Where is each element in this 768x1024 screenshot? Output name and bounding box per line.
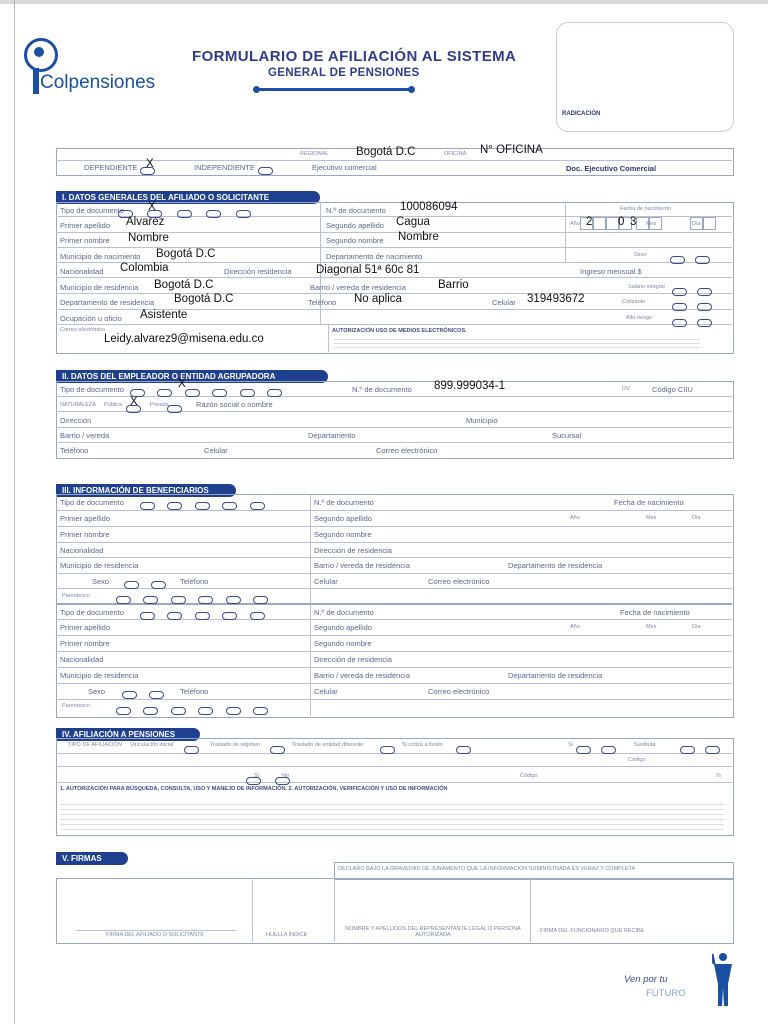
s1-tipo-doc-label: Tipo de documento bbox=[60, 206, 124, 215]
s2-direccion-label: Dirección bbox=[60, 416, 92, 425]
slogan-line-2: FUTURO bbox=[646, 988, 686, 999]
s3-b2-sexo-label: Sexo bbox=[88, 687, 106, 696]
s1-telefono-label: Teléfono bbox=[308, 298, 337, 307]
s1-segundo-nombre-label: Segundo nombre bbox=[326, 236, 384, 245]
s3-b2-depto-label: Departamento de residencia bbox=[508, 671, 603, 680]
s3-b1-celular-label: Celular bbox=[314, 577, 338, 586]
s1-ocupacion-label: Ocupación u oficio bbox=[60, 314, 122, 323]
s1-nacionalidad-value[interactable]: Colombia bbox=[120, 262, 169, 274]
s4-traslado-label: Traslado de régimen bbox=[210, 742, 261, 748]
section-1-title: I. DATOS GENERALES DEL AFILIADO O SOLICITANTE bbox=[56, 191, 320, 204]
s3-b1-anio-label: Año bbox=[570, 515, 580, 521]
s1-mun-res-value[interactable]: Bogotá D.C bbox=[154, 279, 214, 291]
s1-sexo-label: Sexo bbox=[634, 252, 647, 258]
independiente-label: INDEPENDIENTE bbox=[194, 163, 255, 172]
s4-autorizacion-text: 1. AUTORIZACIÓN PARA BÚSQUEDA, CONSULTA, USO Y MANEJO DE INFORMACIÓN. 2. AUTORIZACIÓN, VERIFICACIÓN Y USO DE INFORMACIÓN bbox=[60, 786, 448, 792]
s3-b2-tipo-doc-options[interactable] bbox=[140, 607, 265, 625]
s1-telefono-value[interactable]: No aplica bbox=[354, 293, 402, 305]
s3-b2-mes-label: Mes bbox=[646, 624, 657, 630]
s1-primer-apellido-value[interactable]: Alvarez bbox=[126, 216, 165, 228]
s5-firma-funcionario-label: FIRMA DEL FUNCIONARIO QUE RECIBE bbox=[540, 928, 645, 934]
s1-nacionalidad-label: Nacionalidad bbox=[60, 267, 104, 276]
s3-b1-tipo-doc-options[interactable] bbox=[140, 497, 265, 515]
s4-traslado-option[interactable] bbox=[270, 741, 285, 759]
s3-b2-barrio-label: Barrio / vereda de residencia bbox=[314, 671, 410, 680]
s3-b1-parentesco-label: Parentesco bbox=[62, 593, 90, 599]
s3-b2-anio-label: Año bbox=[570, 624, 580, 630]
s1-fecha-nac-label: Fecha de nacimiento bbox=[620, 206, 672, 212]
s3-b1-correo-label: Correo electrónico bbox=[428, 577, 490, 586]
s3-b2-telefono-label: Teléfono bbox=[180, 687, 209, 696]
form-subtitle: GENERAL DE PENSIONES bbox=[268, 67, 420, 79]
s1-autorizacion-label: AUTORIZACIÓN USO DE MEDIOS ELECTRÓNICOS. bbox=[332, 328, 467, 334]
s1-mun-nac-label: Municipio de nacimiento bbox=[60, 252, 141, 261]
s1-celular-value[interactable]: 319493672 bbox=[527, 293, 585, 305]
s1-alto-riesgo-label: Alto riesgo bbox=[626, 315, 652, 321]
s3-b2-correo-label: Correo electrónico bbox=[428, 687, 490, 696]
s1-depto-res-label: Departamento de residencia bbox=[60, 298, 155, 307]
section-5-title: V. FIRMAS bbox=[56, 852, 128, 865]
s3-b2-celular-label: Celular bbox=[314, 687, 338, 696]
s1-salario-label: Salario integral bbox=[628, 284, 665, 290]
s3-b1-depto-label: Departamento de residencia bbox=[508, 561, 603, 570]
s2-naturaleza-label: NATURALEZA bbox=[60, 402, 96, 408]
s2-tipo-doc-mark: X bbox=[178, 378, 186, 390]
independiente-checkbox[interactable] bbox=[258, 162, 273, 180]
s2-razon-label: Razón social o nombre bbox=[196, 400, 273, 409]
s1-anio-label: Año bbox=[570, 221, 580, 227]
s2-publica-label: Pública bbox=[104, 402, 123, 408]
s2-municipio-label: Municipio bbox=[466, 416, 498, 425]
s3-b1-segundo-apellido-label: Segundo apellido bbox=[314, 514, 372, 523]
s3-b1-primer-nombre-label: Primer nombre bbox=[60, 530, 110, 539]
s5-declaracion: DECLARO BAJO LA GRAVEDAD DE JURAMENTO QUE LA INFORMACIÓN SUMINISTRADA ES VERAZ Y COMPLETA bbox=[338, 866, 636, 872]
s1-mes-value-2: 3 bbox=[630, 216, 637, 228]
s1-autorizacion-text-block bbox=[334, 336, 700, 348]
s4-autorizacion-body bbox=[60, 800, 724, 830]
radicacion-label: RADICACIÓN bbox=[562, 111, 601, 117]
s1-correo-value[interactable]: Leidy.alvarez9@misena.edu.co bbox=[104, 333, 264, 345]
s1-alto-riesgo-options[interactable] bbox=[672, 314, 712, 332]
s2-num-doc-label: N.º de documento bbox=[352, 385, 412, 394]
s1-cotizante-label: Cotizante bbox=[622, 299, 646, 305]
s4-no-label-2: No bbox=[282, 773, 290, 779]
s4-sustituta-options[interactable] bbox=[680, 741, 720, 759]
s4-traslado-otra-option[interactable] bbox=[380, 741, 395, 759]
s3-b1-nacionalidad-label: Nacionalidad bbox=[60, 546, 104, 555]
s2-barrio-label: Barrio / vereda bbox=[60, 431, 110, 440]
s1-mun-res-label: Municipio de residencia bbox=[60, 283, 139, 292]
s2-num-doc-value[interactable]: 899.999034-1 bbox=[434, 380, 505, 392]
s3-b1-barrio-label: Barrio / vereda de residencia bbox=[314, 561, 410, 570]
dependiente-mark: X bbox=[146, 158, 154, 170]
brand-name: Colpensiones bbox=[40, 72, 156, 93]
s3-b2-segundo-nombre-label: Segundo nombre bbox=[314, 639, 372, 648]
s3-b2-primer-apellido-label: Primer apellido bbox=[60, 623, 111, 632]
s3-b2-municipio-label: Municipio de residencia bbox=[60, 671, 139, 680]
s3-b2-segundo-apellido-label: Segundo apellido bbox=[314, 623, 372, 632]
dependiente-label: DEPENDIENTE bbox=[84, 163, 138, 172]
section-4-title: IV. AFILIACIÓN A PENSIONES bbox=[56, 728, 200, 741]
header-divider bbox=[56, 160, 732, 161]
s1-depto-res-value[interactable]: Bogotá D.C bbox=[174, 293, 234, 305]
s3-b2-nacionalidad-label: Nacionalidad bbox=[60, 655, 104, 664]
s4-codigo-label-2: Código bbox=[520, 773, 538, 779]
regional-label: REGIONAL bbox=[300, 151, 329, 157]
s2-dv-label: DV bbox=[622, 386, 630, 392]
s3-b1-direccion-label: Dirección de residencia bbox=[314, 546, 392, 555]
s2-codigo-ciiu-label: Código CIIU bbox=[652, 385, 693, 394]
s1-anio-value: 2 bbox=[586, 216, 593, 228]
s4-pct-label: % bbox=[716, 773, 721, 779]
person-icon bbox=[712, 952, 734, 1008]
s3-b2-dia-label: Día bbox=[692, 624, 701, 630]
s1-sexo-options[interactable] bbox=[670, 251, 710, 269]
s1-mun-nac-value[interactable]: Bogotá D.C bbox=[156, 248, 216, 260]
form-title: FORMULARIO DE AFILIACIÓN AL SISTEMA bbox=[192, 48, 517, 65]
s3-b1-segundo-nombre-label: Segundo nombre bbox=[314, 530, 372, 539]
s1-barrio-label: Barrio / vereda de residencia bbox=[310, 283, 406, 292]
s4-traslado-otra-label: Traslado de entidad diferente bbox=[292, 742, 364, 748]
s1-ingreso-label: Ingreso mensual $ bbox=[580, 267, 642, 276]
s3-b2-tipo-doc-label: Tipo de documento bbox=[60, 608, 124, 617]
s1-primer-nombre-label: Primer nombre bbox=[60, 236, 110, 245]
s3-b1-tipo-doc-label: Tipo de documento bbox=[60, 498, 124, 507]
s3-b1-dia-label: Día bbox=[692, 515, 701, 521]
oficina-label: OFICINA bbox=[444, 151, 467, 157]
slogan-line-1: Ven por tu bbox=[624, 974, 668, 985]
s2-sucursal-label: Sucursal bbox=[552, 431, 582, 440]
s3-b1-primer-apellido-label: Primer apellido bbox=[60, 514, 111, 523]
s3-b1-telefono-label: Teléfono bbox=[180, 577, 209, 586]
s4-codigo-label: Código bbox=[628, 757, 646, 763]
s1-num-doc-label: N.º de documento bbox=[326, 206, 386, 215]
s1-num-doc-value[interactable]: 100086094 bbox=[400, 201, 458, 213]
s3-b1-num-doc-label: N.º de documento bbox=[314, 498, 374, 507]
s4-vinculacion-option[interactable] bbox=[184, 741, 199, 759]
s3-b2-parentesco-label: Parentesco bbox=[62, 703, 90, 709]
s5-huella-label: HUELLA ÍNDICE bbox=[266, 932, 308, 938]
s4-si-label: Si bbox=[568, 742, 573, 748]
s2-tipo-doc-label: Tipo de documento bbox=[60, 385, 124, 394]
s2-telefono-label: Teléfono bbox=[60, 446, 89, 455]
s4-si-cotiza-label: Si cotiza a fondo bbox=[402, 742, 443, 748]
section-3-title: III. INFORMACIÓN DE BENEFICIARIOS bbox=[56, 484, 236, 497]
section-2-title: II. DATOS DEL EMPLEADOR O ENTIDAD AGRUPADORA bbox=[56, 370, 328, 383]
s1-segundo-apellido-value[interactable]: Cagua bbox=[396, 216, 430, 228]
s3-b1-fecha-nac-label: Fecha de nacimiento bbox=[614, 498, 684, 507]
s5-firma-representante-label: NOMBRE Y APELLIDOS DEL REPRESENTANTE LEGAL O PERSONA AUTORIZADA bbox=[345, 926, 521, 938]
s1-primer-nombre-value[interactable]: Nombre bbox=[128, 232, 169, 244]
s1-direccion-label: Dirección residencia bbox=[224, 267, 292, 276]
s3-b1-sexo-label: Sexo bbox=[92, 577, 110, 586]
s3-b2-fecha-nac-label: Fecha de nacimiento bbox=[620, 608, 690, 617]
regional-value[interactable]: Bogotá D.C bbox=[356, 146, 416, 158]
s1-direccion-value[interactable]: Diagonal 51ª 60c 81 bbox=[316, 264, 420, 276]
logo-stem bbox=[33, 68, 39, 94]
s1-barrio-value[interactable]: Barrio bbox=[438, 279, 469, 291]
s1-tipo-doc-mark: X bbox=[148, 201, 156, 213]
s3-b2-num-doc-label: N.º de documento bbox=[314, 608, 374, 617]
s4-si-label-2: Si bbox=[254, 773, 259, 779]
s2-departamento-label: Departamento bbox=[308, 431, 356, 440]
s2-celular-label: Celular bbox=[204, 446, 228, 455]
oficina-value[interactable]: N° OFICINA bbox=[480, 144, 543, 156]
s2-privada-label: Privada bbox=[150, 402, 169, 408]
doc-ejecutivo-label: Doc. Ejecutivo Comercial bbox=[566, 164, 657, 173]
s4-vinculacion-label: Vinculación inicial bbox=[130, 742, 174, 748]
s4-sustituta-label: Sustituta bbox=[634, 742, 656, 748]
s1-mes-value-1: 0 bbox=[618, 216, 625, 228]
s4-si-cotiza-option[interactable] bbox=[456, 741, 471, 759]
s3-b1-mes-label: Mes bbox=[646, 515, 657, 521]
s5-firma-afiliado-label: FIRMA DEL AFILIADO O SOLICITANTE bbox=[106, 932, 205, 938]
s4-tipo-label: TIPO DE AFILIACIÓN bbox=[68, 742, 122, 748]
ejecutivo-label: Ejecutivo comercial bbox=[312, 163, 377, 172]
colpensiones-logo-icon bbox=[24, 38, 58, 72]
s1-dia-label: Día bbox=[692, 221, 701, 227]
s2-naturaleza-mark: X bbox=[130, 396, 138, 408]
title-underline bbox=[256, 88, 412, 91]
page-edge bbox=[14, 0, 15, 1024]
s1-depto-nac-label: Departamento de nacimiento bbox=[326, 252, 423, 261]
s3-b2-primer-nombre-label: Primer nombre bbox=[60, 639, 110, 648]
s1-correo-label: Correo electrónico bbox=[60, 327, 105, 333]
s4-si-no-options[interactable] bbox=[576, 741, 616, 759]
s1-celular-label: Celular bbox=[492, 298, 516, 307]
s3-b2-direccion-label: Dirección de residencia bbox=[314, 655, 392, 664]
s3-b1-municipio-label: Municipio de residencia bbox=[60, 561, 139, 570]
s3-b2-parentesco-options[interactable] bbox=[116, 702, 268, 720]
s2-correo-label: Correo electrónico bbox=[376, 446, 438, 455]
top-bar bbox=[0, 0, 768, 4]
s1-segundo-apellido-label: Segundo apellido bbox=[326, 221, 384, 230]
s1-primer-apellido-label: Primer apellido bbox=[60, 221, 111, 230]
s1-ocupacion-value[interactable]: Asistente bbox=[140, 309, 188, 321]
s1-segundo-nombre-value[interactable]: Nombre bbox=[398, 231, 439, 243]
s1-mes-label: Mes bbox=[646, 221, 657, 227]
